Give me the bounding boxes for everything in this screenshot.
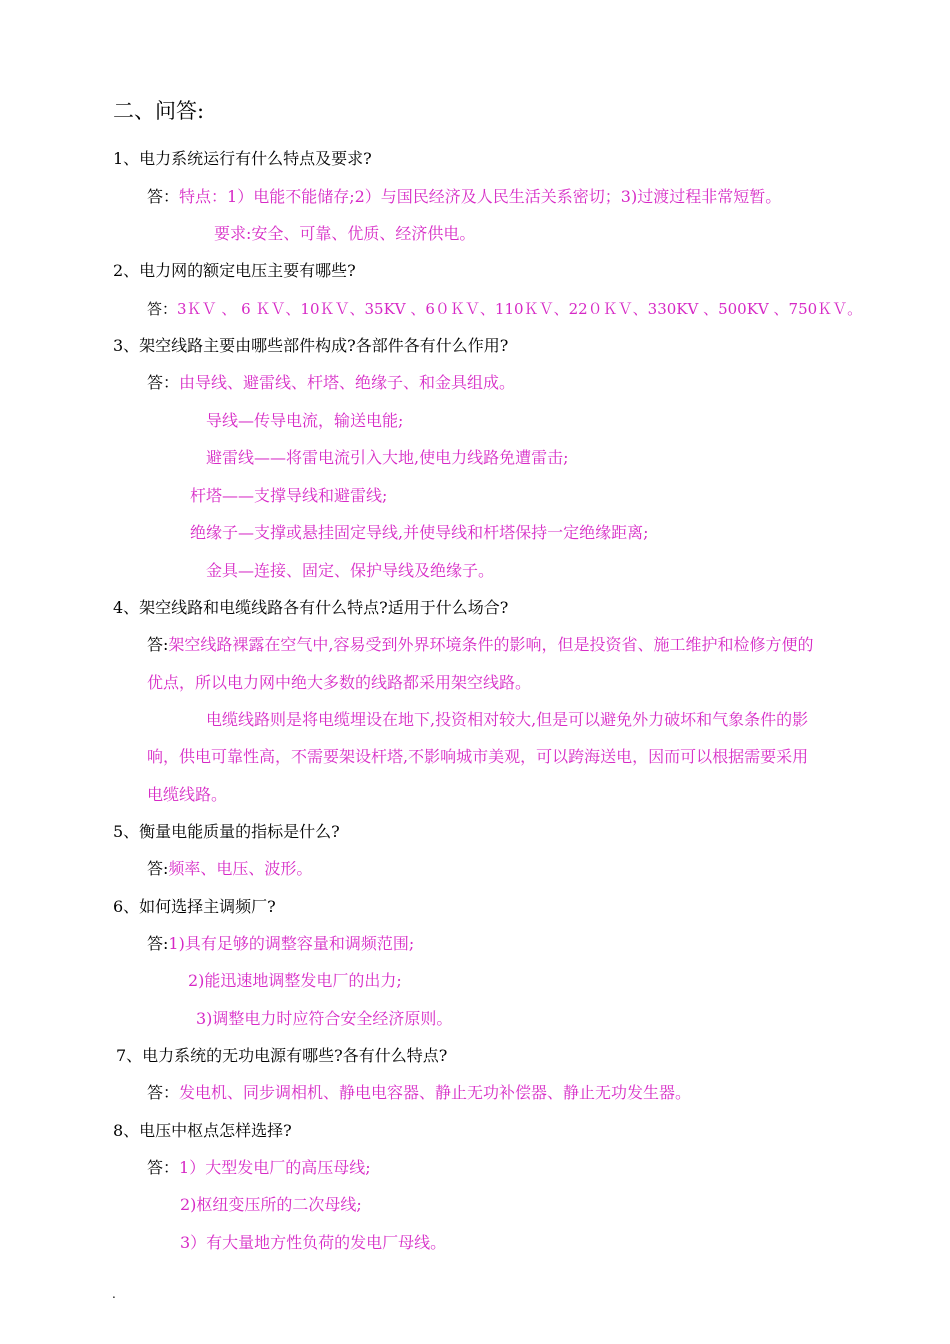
answer-prefix: 答： (147, 1083, 180, 1102)
answer-prefix: 答： (147, 373, 180, 392)
answer-3-line-1 (147, 373, 515, 393)
answer-1-line-2: 要求:安全、可靠、优质、经济供电。 (214, 224, 476, 243)
footer-mark: . (112, 1287, 116, 1301)
answer-prefix: 答： (147, 187, 180, 206)
answer-2-line-1 (147, 299, 862, 319)
answer-6-line-1 (147, 934, 414, 954)
question-3: 3、架空线路主要由哪些部件构成?各部件各有什么作用? (113, 336, 509, 355)
answer-5-line-1 (147, 859, 312, 879)
answer-text: 发电机、同步调相机、静电电容器、静止无功补偿器、静止无功发生器。 (179, 1083, 692, 1102)
answer-prefix: 答： (147, 1158, 180, 1177)
answer-text: 1)具有足够的调整容量和调频范围; (168, 934, 415, 953)
answer-prefix: 答: (147, 635, 169, 654)
answer-3-line-6: 金具—连接、固定、保护导线及绝缘子。 (206, 561, 495, 580)
answer-7-line-1 (147, 1083, 691, 1103)
question-8: 8、电压中枢点怎样选择? (113, 1121, 292, 1140)
answer-1-line-1 (147, 187, 781, 207)
question-7: 7、电力系统的无功电源有哪些?各有什么特点? (116, 1046, 448, 1065)
answer-3-line-5: 绝缘子—支撑或悬挂固定导线,并使导线和杆塔保持一定绝缘距离; (190, 523, 649, 542)
answer-3-line-4: 杆塔——支撑导线和避雷线; (190, 486, 388, 505)
question-6: 6、如何选择主调频厂? (113, 897, 276, 916)
answer-prefix: 答： (147, 300, 178, 318)
answer-prefix: 答: (147, 934, 169, 953)
answer-text: 3ＫＶ 、 6 ＫＶ、10ＫＶ、35KV 、6０ＫＶ、110ＫＶ、22０ＫＶ、330KV 、500KV 、750ＫＶ。 (177, 300, 863, 318)
answer-4-line-1 (147, 635, 814, 655)
answer-3-line-3: 避雷线——将雷电流引入大地,使电力线路免遭雷击; (206, 448, 569, 467)
question-4: 4、架空线路和电缆线路各有什么特点?适用于什么场合? (113, 598, 509, 617)
answer-6-line-2: 2)能迅速地调整发电厂的出力; (188, 971, 402, 990)
question-1: 1、电力系统运行有什么特点及要求? (113, 149, 372, 168)
answer-8-line-3: 3）有大量地方性负荷的发电厂母线。 (180, 1233, 447, 1252)
answer-text: 特点：1）电能不能储存;2）与国民经济及人民生活关系密切；3)过渡过程非常短暂。 (179, 187, 782, 206)
answer-4-line-5: 电缆线路。 (147, 785, 228, 804)
answer-6-line-3: 3)调整电力时应符合安全经济原则。 (196, 1009, 453, 1028)
question-2: 2、电力网的额定电压主要有哪些? (113, 261, 356, 280)
answer-text: 频率、电压、波形。 (168, 859, 313, 878)
answer-8-line-1 (147, 1158, 371, 1178)
answer-text: 架空线路裸露在空气中,容易受到外界环境条件的影响，但是投资省、施工维护和检修方便的 (168, 635, 814, 654)
answer-prefix: 答: (147, 859, 169, 878)
question-5: 5、衡量电能质量的指标是什么? (113, 822, 340, 841)
section-title: 二、问答: (113, 99, 205, 123)
answer-8-line-2: 2)枢纽变压所的二次母线; (180, 1195, 362, 1214)
answer-4-line-4: 响，供电可靠性高，不需要架设杆塔,不影响城市美观，可以跨海送电，因而可以根据需要采用 (147, 747, 809, 766)
answer-4-line-3: 电缆线路则是将电缆埋设在地下,投资相对较大,但是可以避免外力破坏和气象条件的影 (206, 710, 809, 729)
answer-3-line-2: 导线—传导电流，输送电能; (206, 411, 404, 430)
answer-4-line-2: 优点，所以电力网中绝大多数的线路都采用架空线路。 (147, 673, 532, 692)
answer-text: 由导线、避雷线、杆塔、绝缘子、和金具组成。 (179, 373, 516, 392)
answer-text: 1）大型发电厂的高压母线; (179, 1158, 371, 1177)
